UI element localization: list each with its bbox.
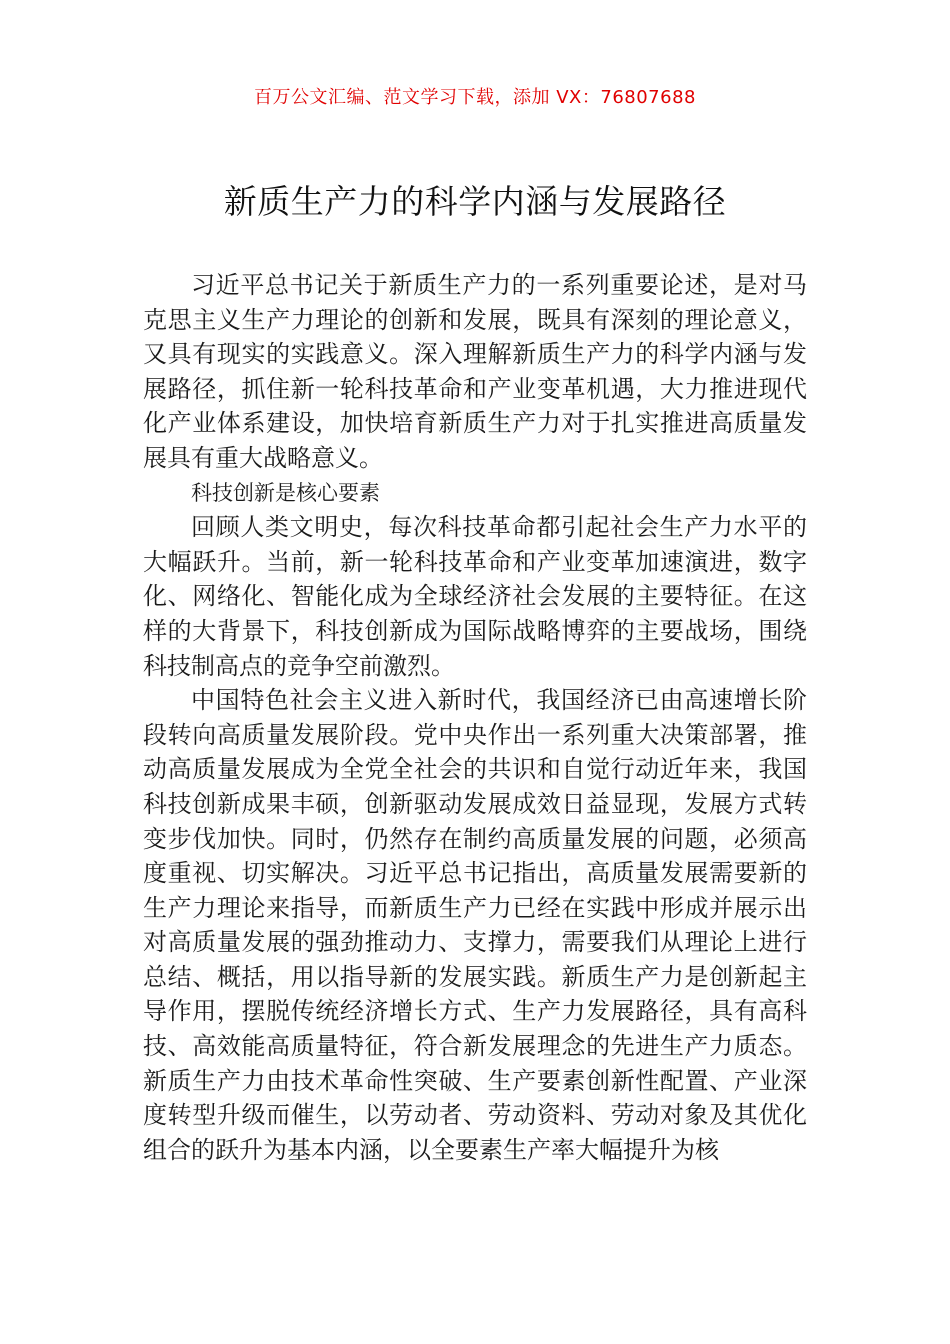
document-body xyxy=(143,268,807,1167)
body-paragraph-2: 中国特色社会主义进入新时代，我国经济已由高速增长阶段转向高质量发展阶段。党中央作出一系列重大决策部署，推动高质量发展成为全党全社会的共识和自觉行动近年来，我国科技创新成果丰硕，创新驱动发展成效日益显现，发展方式转变步伐加快。同时，仍然存在制约高质量发展的问题，必须高度重视、切实解决。习近平总书记指出，高质量发展需要新的生产力理论来指导，而新质生产力已经在实践中形成并展示出对高质量发展的强劲推动力、支撑力，需要我们从理论上进行总结、概括，用以指导新的发展实践。新质生产力是创新起主导作用，摆脱传统经济增长方式、生产力发展路径，具有高科技、高效能高质量特征，符合新发展理念的先进生产力质态。新质生产力由技术革命性突破、生产要素创新性配置、产业深度转型升级而催生，以劳动者、劳动资料、劳动对象及其优化组合的跃升为基本内涵，以全要素生产率大幅提升为核 xyxy=(143,686,807,1164)
body-paragraph-1: 回顾人类文明史，每次科技革命都引起社会生产力水平的大幅跃升。当前，新一轮科技革命和产业变革加速演进，数字化、网络化、智能化成为全球经济社会发展的主要特征。在这样的大背景下，科技创新成为国际战略博弈的主要战场，围绕科技制高点的竞争空前激烈。 xyxy=(143,513,807,680)
section-heading: 科技创新是核心要素 xyxy=(191,480,380,505)
promo-banner: 百万公文汇编、范文学习下载，添加 VX：76807688 xyxy=(254,87,696,108)
document-title: 新质生产力的科学内涵与发展路径 xyxy=(223,182,727,221)
intro-paragraph: 习近平总书记关于新质生产力的一系列重要论述，是对马克思主义生产力理论的创新和发展，既具有深刻的理论意义，又具有现实的实践意义。深入理解新质生产力的科学内涵与发展路径，抓住新一轮科技革命和产业变革机遇，大力推进现代化产业体系建设，加快培育新质生产力对于扎实推进高质量发展具有重大战略意义。 xyxy=(143,271,807,472)
